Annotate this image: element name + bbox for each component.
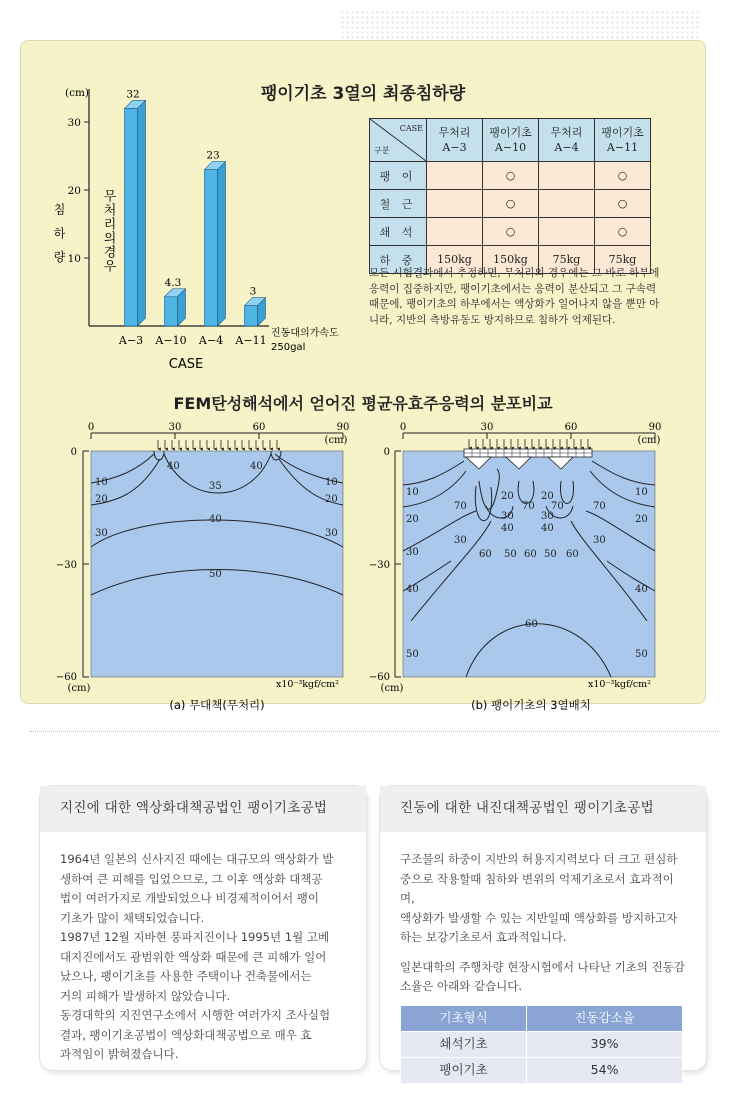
text-line: 하는 보강기초로서 효과적입니다. [400, 930, 567, 944]
card-header: 지진에 대한 액상화대책공법인 팽이기초공법 [40, 786, 366, 832]
text-line: 동경대학의 지진연구소에서 시행한 여러가지 조사실험 [60, 1008, 331, 1022]
contour-label: 70 [454, 501, 467, 512]
table-cell: 팽이기초 [401, 1057, 527, 1083]
x-tick: 60 [252, 422, 266, 433]
text-line: 1987년 12월 지바현 풍파지진이나 1995년 1월 고베 [60, 930, 330, 944]
bar-A−3 [125, 108, 138, 326]
plot-b-caption: (b) 팽이기초의 3열배치 [471, 698, 591, 712]
contour-label: 40 [209, 514, 222, 525]
row-header: 팽 이 [370, 162, 427, 190]
row-header: 쇄 석 [370, 218, 427, 246]
contour-label: 30 [541, 511, 554, 522]
text-line: 과적임이 밝혀졌습니다. [60, 1047, 179, 1061]
table-cell: 39% [527, 1031, 683, 1057]
table-cell: ○ [483, 190, 539, 218]
contour-label: 30 [501, 511, 514, 522]
contour-label: 60 [566, 549, 579, 560]
contour-label: 20 [541, 491, 554, 502]
col-header: 팽이기초 A−10 [483, 119, 539, 162]
contour-label: 10 [635, 487, 648, 498]
section-divider [30, 731, 720, 732]
corner-category-label: 구분 [374, 146, 390, 155]
contour-label: 40 [167, 461, 180, 472]
contour-label: 60 [479, 549, 492, 560]
table-row [370, 162, 651, 190]
table-row [401, 1031, 683, 1057]
table-cell: ○ [595, 162, 651, 190]
case-table [369, 118, 651, 274]
col-header: 무처리 A−4 [539, 119, 595, 162]
plot-a-load-arrows [158, 440, 277, 449]
table-cell [427, 218, 483, 246]
y-tick: −60 [368, 672, 390, 683]
x-tick: 30 [480, 422, 494, 433]
x-unit: (cm) [637, 435, 661, 446]
card-body [380, 832, 706, 1084]
vibration-reduction-table [400, 1005, 683, 1084]
table-cell [427, 190, 483, 218]
stress-unit: x10⁻³kgf/cm² [276, 679, 339, 690]
contour-label: 40 [501, 523, 514, 534]
text-line: 생하여 큰 피해를 입었으므로, 그 이후 액상화 대책공 [60, 871, 323, 886]
x-category-label: A−11 [235, 334, 267, 347]
plot-b-field [403, 451, 655, 677]
table-row [370, 218, 651, 246]
table-cell: ○ [483, 162, 539, 190]
text-line: 소율은 아래와 같습니다. [400, 979, 523, 993]
contour-label: 50 [406, 649, 419, 660]
contour-label: 40 [635, 584, 648, 595]
contour-label: 20 [406, 514, 419, 525]
bar-value-label: 3 [249, 285, 257, 298]
text-line: 구조물의 하중이 지반의 허용지지력보다 더 크고 편심하 [400, 852, 678, 866]
contour-label: 70 [593, 501, 606, 512]
text-line: 대지진에서도 광범위한 액상화 때문에 큰 피해가 일어 [60, 949, 327, 964]
card-body [40, 832, 366, 1065]
table-cell [539, 218, 595, 246]
contour-label: 40 [250, 461, 263, 472]
x-tick: 0 [87, 422, 95, 433]
col-header: 기초형식 [401, 1005, 527, 1031]
x-tick: 0 [399, 422, 407, 433]
x-category-label: A−10 [155, 334, 187, 347]
text-line: 법이 여러가지로 개발되었으나 비경제적이어서 팽이 [60, 891, 320, 905]
y-tick-label: 20 [67, 185, 81, 197]
text-line: 났으나, 팽이기초를 사용한 주택이나 건축물에서는 [60, 969, 312, 983]
y-tick: −60 [55, 672, 77, 683]
table-cell [427, 162, 483, 190]
contour-label: 50 [544, 549, 557, 560]
y-unit: (cm) [67, 683, 91, 694]
acceleration-note-label: 진동대의가속도 [271, 328, 339, 339]
y-tick: −30 [55, 560, 77, 571]
table-cell: 75kg [539, 246, 595, 274]
fem-stress-plots [21, 421, 705, 712]
contour-label: 40 [406, 584, 419, 595]
contour-label: 30 [95, 528, 108, 539]
contour-label: 20 [501, 491, 514, 502]
contour-label: 50 [504, 549, 517, 560]
y-tick-label: 10 [67, 253, 81, 265]
contour-label: 10 [406, 487, 419, 498]
x-category-label: A−4 [198, 334, 224, 347]
result-description: 모든 시험결과에서 추정하면, 무처리의 경우에는 그 바로 하부에 응력이 집중하지만, 팽이기초에서는 응력이 분산되고 그 구속력 때문에, 팽이기초의 하부에서는 액상화가 일어나지 않을 뿐만 아니라, 지반의 측방유동도 방지하므로 침하가 억제된다. [369, 267, 660, 326]
x-unit: (cm) [324, 435, 348, 446]
y-axis-label: 침 하 량 [52, 203, 66, 267]
chart-title: 팽이기초 3열의 최종침하량 [260, 84, 466, 104]
table-row [401, 1057, 683, 1083]
plot-a-caption: (a) 무대책(무처리) [169, 698, 265, 712]
text-line: 기초가 많이 채택되었습니다. [60, 910, 205, 925]
table-row [370, 190, 651, 218]
text-line: 일본대학의 주행차량 현장시험에서 나타난 기초의 진동감 [400, 959, 685, 974]
bar-side [218, 162, 226, 326]
bar-A−10 [165, 297, 178, 326]
contour-label: 10 [95, 477, 108, 488]
settlement-figure-panel [20, 40, 706, 712]
table-cell: 54% [527, 1057, 683, 1083]
bar-value-label: 23 [206, 149, 220, 162]
x-category-label: A−3 [118, 334, 144, 347]
col-header: 팽이기초 A−11 [595, 119, 651, 162]
stress-unit: x10⁻³kgf/cm² [588, 679, 651, 690]
table-cell: ○ [595, 190, 651, 218]
contour-label: 60 [524, 549, 537, 560]
contour-label: 70 [551, 501, 564, 512]
x-tick: 90 [336, 422, 350, 433]
table-cell: 쇄석기초 [401, 1031, 527, 1057]
col-header: 진동감소율 [527, 1005, 683, 1031]
table-cell [539, 190, 595, 218]
contour-label: 20 [325, 494, 338, 505]
text-line: 중으로 작용할때 침하와 변위의 억제기초로서 효과적이며, [400, 871, 674, 905]
contour-label: 35 [209, 481, 222, 492]
x-tick: 90 [648, 422, 662, 433]
text-line: 액상화가 발생할 수 있는 지반일때 액상화를 방지하고자 [400, 910, 678, 925]
bar-A−4 [205, 170, 218, 326]
bar-side [138, 100, 146, 326]
settlement-bar-chart [21, 41, 366, 372]
x-axis-title: CASE [168, 357, 204, 372]
card-header: 진동에 대한 내진대책공법인 팽이기초공법 [380, 786, 706, 832]
bar-A−11 [245, 306, 258, 326]
acceleration-note-value: 250gal [271, 342, 306, 353]
y-tick-label: 30 [67, 117, 81, 129]
dot-pattern-decoration [340, 10, 700, 40]
table-cell [539, 162, 595, 190]
contour-label: 10 [325, 477, 338, 488]
table-corner-cell [370, 119, 427, 162]
no-treatment-annotation: 무처리의경우 [100, 189, 116, 273]
row-header: 철 근 [370, 190, 427, 218]
contour-label: 30 [325, 528, 338, 539]
table-cell: 150kg [427, 246, 483, 274]
fem-section-title: FEM탄성해석에서 얻어진 평균유효주응력의 분포비교 [173, 394, 553, 413]
bar-value-label: 32 [126, 88, 140, 101]
contour-label: 30 [454, 535, 467, 546]
bar-value-label: 4.3 [164, 276, 182, 289]
contour-label: 50 [209, 569, 222, 580]
x-tick: 30 [168, 422, 182, 433]
contour-label: 70 [522, 501, 535, 512]
table-cell: ○ [483, 218, 539, 246]
table-cell: 75kg [595, 246, 651, 274]
table-cell: ○ [595, 218, 651, 246]
y-tick: 0 [70, 447, 77, 458]
contour-label: 20 [95, 494, 108, 505]
col-header: 무처리 A−3 [427, 119, 483, 162]
y-unit: (cm) [380, 683, 404, 694]
contour-label: 20 [635, 514, 648, 525]
contour-label: 30 [406, 547, 419, 558]
contour-label: 30 [593, 535, 606, 546]
plot-b-load-arrows [469, 439, 588, 448]
text-line: 결과, 팽이기초공법이 액상화대책공법으로 매우 효 [60, 1027, 312, 1042]
y-tick: 0 [383, 447, 390, 458]
contour-label: 50 [635, 649, 648, 660]
y-axis-unit: (cm) [64, 87, 90, 99]
text-line: 거의 피해가 발생하지 않았습니다. [60, 988, 231, 1003]
table-cell: 150kg [483, 246, 539, 274]
row-header: 하 중 [370, 246, 427, 274]
y-tick: −30 [368, 560, 390, 571]
text-line: 1964년 일본의 신사지진 때에는 대규모의 액상화가 발 [60, 852, 334, 866]
contour-label: 60 [525, 619, 538, 630]
corner-case-label: CASE [399, 124, 423, 133]
liquefaction-card [40, 786, 366, 1070]
contour-label: 40 [541, 523, 554, 534]
vibration-card [380, 786, 706, 1078]
x-tick: 60 [564, 422, 578, 433]
